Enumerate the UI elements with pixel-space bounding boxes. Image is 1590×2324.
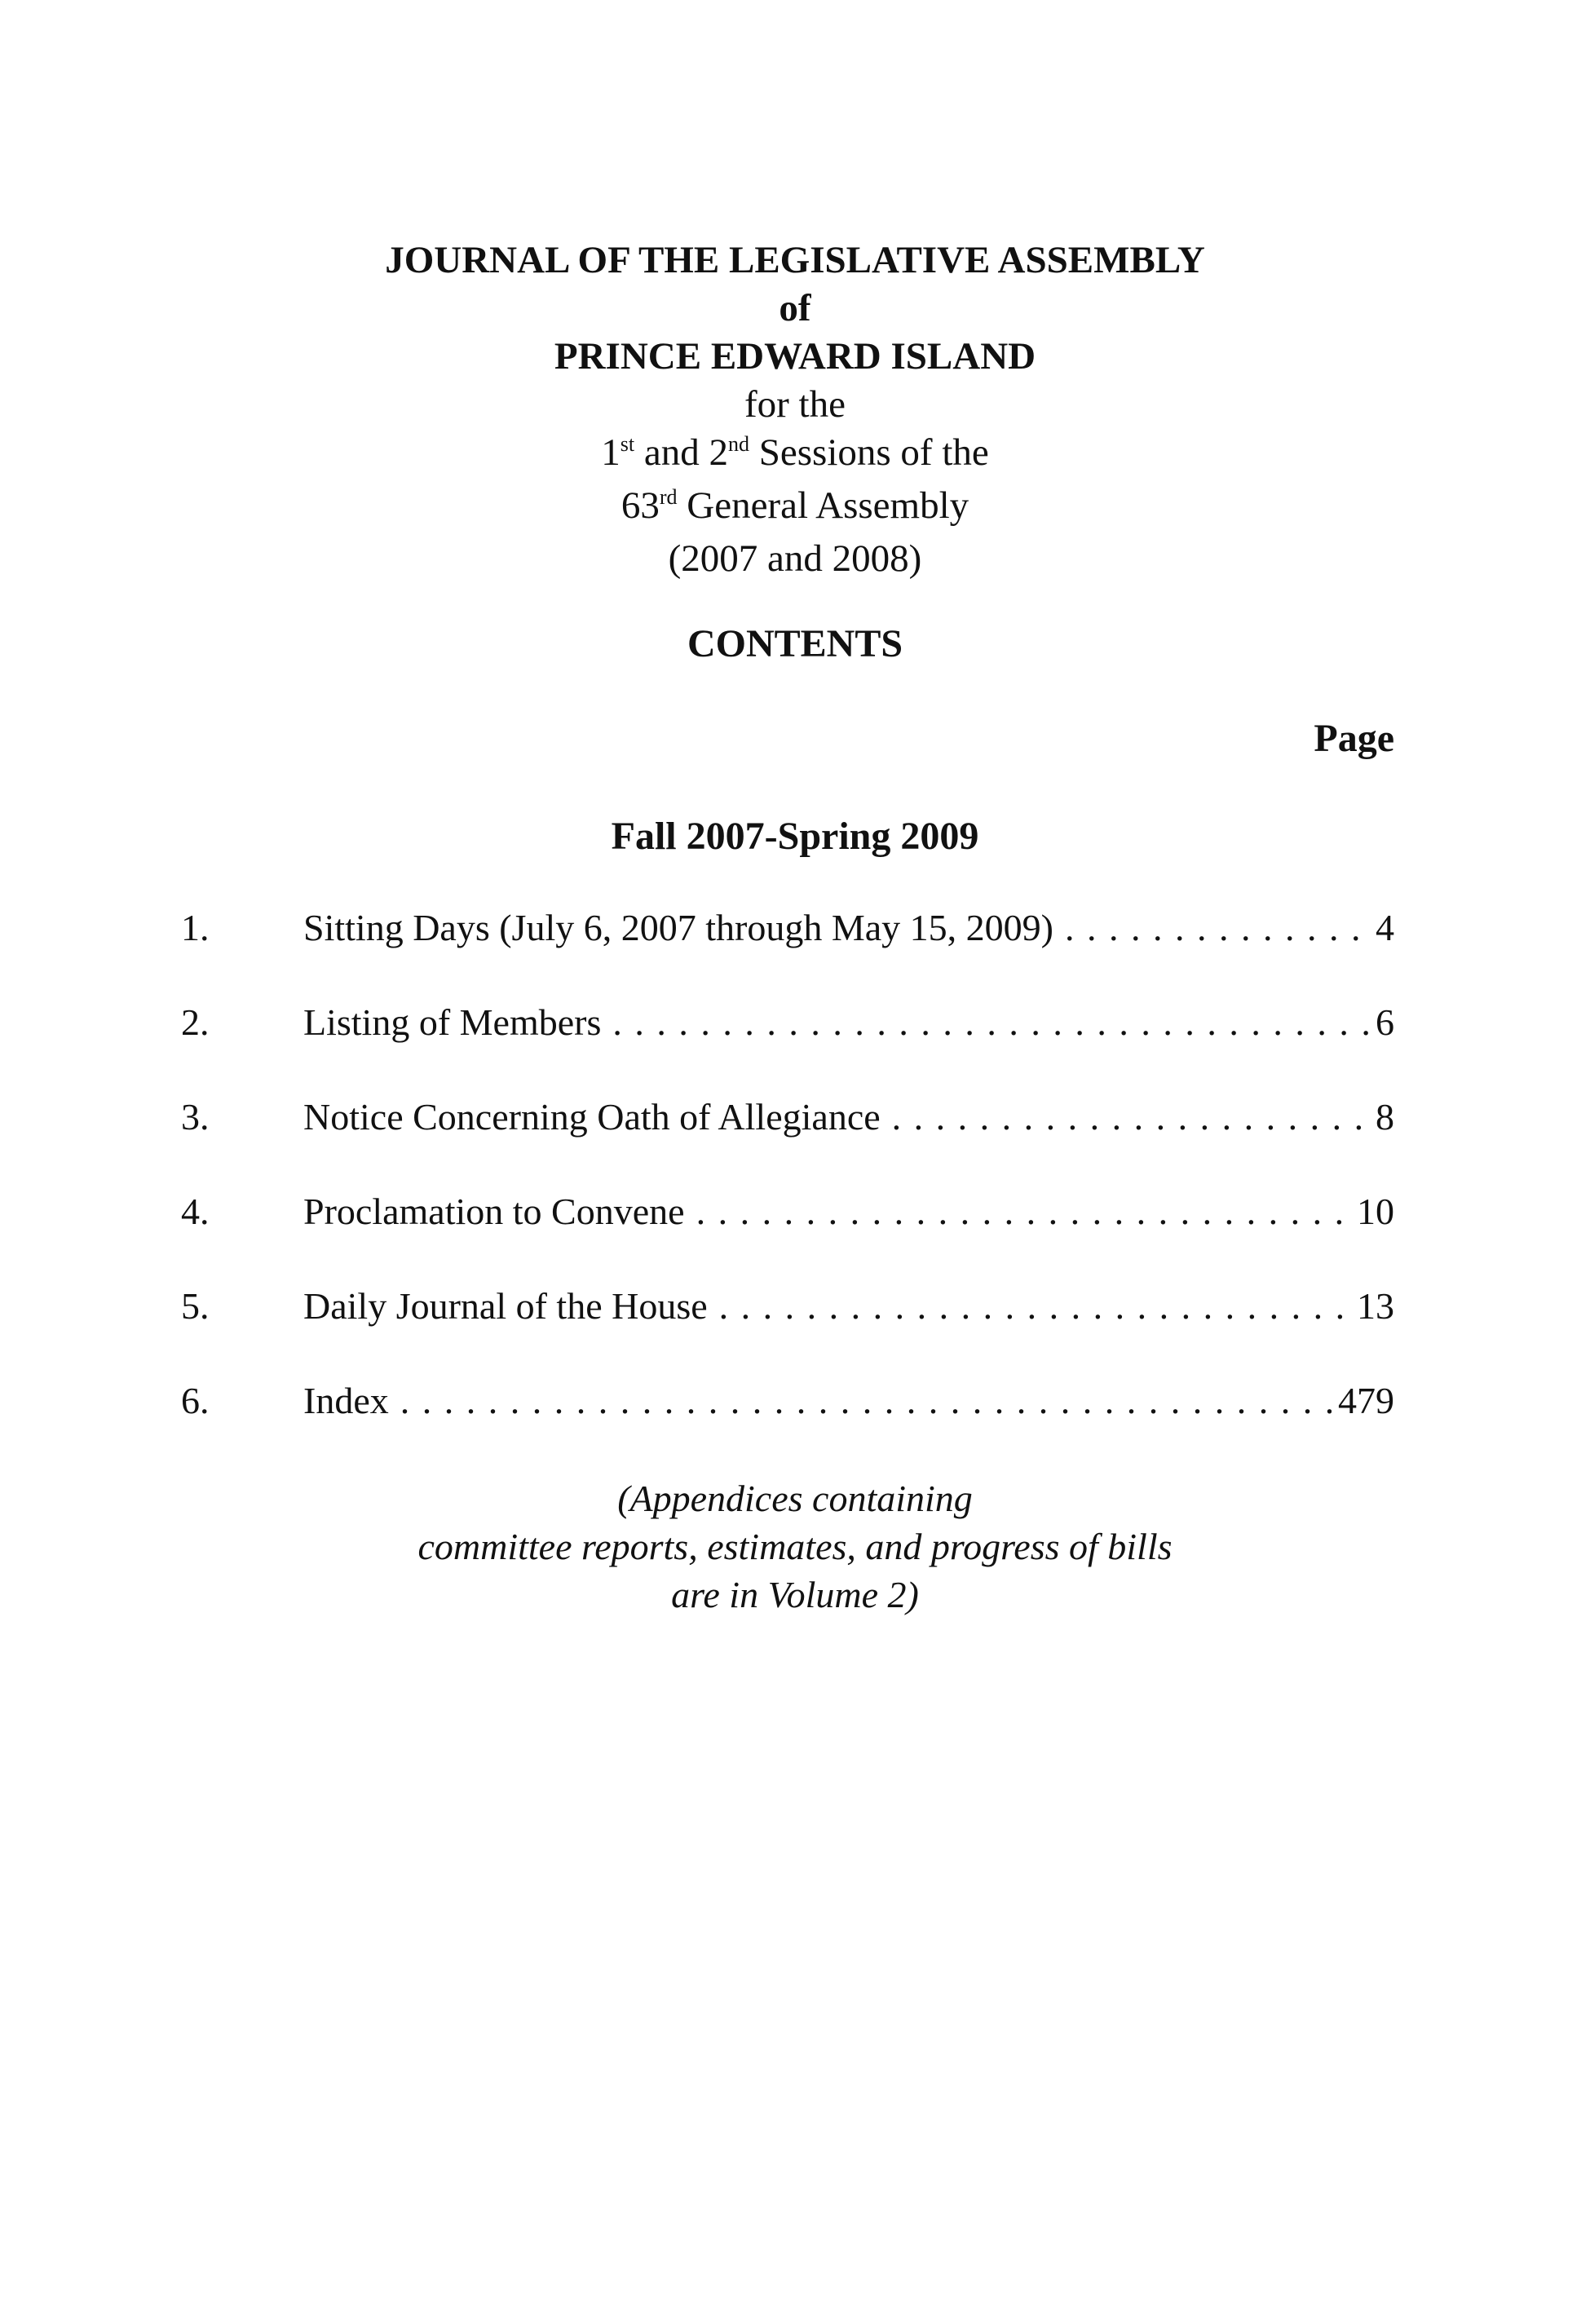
first-session-suffix: st	[620, 432, 635, 456]
toc-entry-title: Index	[303, 1380, 389, 1421]
toc-entry-title: Daily Journal of the House	[303, 1285, 708, 1327]
toc-entry-page: 10	[1357, 1191, 1394, 1232]
toc-entry-2[interactable]	[0, 998, 1590, 1047]
dot-leader	[1065, 904, 1369, 952]
page-column-label: Page	[1314, 717, 1394, 760]
toc-entry-number: 6.	[181, 1380, 210, 1421]
assembly-suffix: rd	[659, 485, 678, 509]
appendices-note	[0, 1474, 1590, 1619]
note-line-2: committee reports, estimates, and progress of bills	[417, 1526, 1173, 1567]
toc-entry-title: Notice Concerning Oath of Allegiance	[303, 1096, 881, 1138]
toc-entry-number: 2.	[181, 1001, 210, 1043]
title-block	[0, 236, 1590, 583]
toc-entry-title: Sitting Days (July 6, 2007 through May 15, 2009)	[303, 907, 1053, 948]
title-of: of	[779, 287, 811, 329]
second-session-suffix: nd	[727, 432, 749, 456]
sessions-tail: Sessions of the	[749, 431, 989, 474]
sessions-line	[0, 429, 1590, 482]
toc-entry-5[interactable]	[0, 1282, 1590, 1331]
toc-entry-page: 6	[1376, 1001, 1394, 1043]
dot-leader	[892, 1093, 1369, 1142]
assembly-tail: General Assembly	[677, 484, 969, 527]
toc-entry-4[interactable]	[0, 1187, 1590, 1236]
toc-entry-1[interactable]	[0, 904, 1590, 952]
section-heading: Fall 2007-Spring 2009	[611, 815, 979, 858]
assembly-number: 63	[621, 484, 660, 527]
assembly-line	[0, 482, 1590, 535]
toc-entry-6[interactable]	[0, 1376, 1590, 1425]
journal-title: JOURNAL OF THE LEGISLATIVE ASSEMBLY	[385, 239, 1205, 281]
second-session-number: 2	[709, 431, 728, 474]
toc-entry-title: Listing of Members	[303, 1001, 602, 1043]
toc-entry-number: 5.	[181, 1285, 210, 1327]
dot-leader	[400, 1376, 1332, 1425]
toc-entry-page: 13	[1357, 1285, 1394, 1327]
sessions-and: and	[634, 431, 709, 474]
toc-entry-number: 3.	[181, 1096, 210, 1138]
for-the-line: for the	[744, 383, 846, 426]
first-session-number: 1	[601, 431, 621, 474]
years-line: (2007 and 2008)	[668, 537, 922, 580]
province-title: PRINCE EDWARD ISLAND	[554, 335, 1036, 378]
note-line-3: are in Volume 2)	[671, 1574, 919, 1615]
toc-entry-page: 479	[1338, 1380, 1394, 1421]
toc-entry-number: 1.	[181, 907, 210, 948]
dot-leader	[719, 1282, 1350, 1331]
toc-entry-page: 8	[1376, 1096, 1394, 1138]
dot-leader	[696, 1187, 1350, 1236]
toc-entry-title: Proclamation to Convene	[303, 1191, 685, 1232]
toc-entry-3[interactable]	[0, 1093, 1590, 1142]
dot-leader	[612, 998, 1369, 1047]
note-line-1: (Appendices containing	[617, 1478, 973, 1519]
toc-entry-number: 4.	[181, 1191, 210, 1232]
toc-entry-page: 4	[1376, 907, 1394, 948]
contents-heading: CONTENTS	[687, 622, 903, 665]
